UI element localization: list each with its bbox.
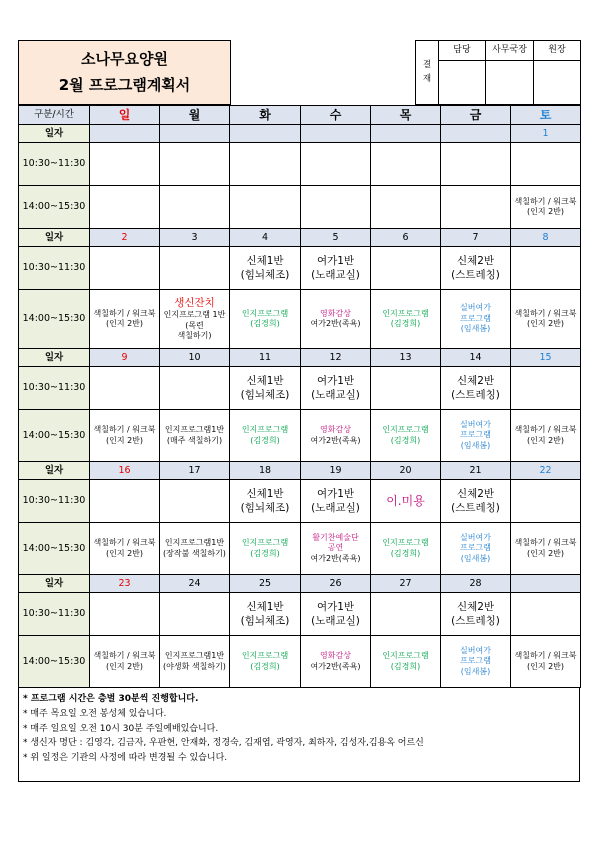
note-line: * 위 일정은 기관의 사정에 따라 변경될 수 있습니다.: [23, 753, 228, 764]
program-text: 인지프로그램: [241, 308, 289, 318]
page-title: [19, 41, 231, 105]
date-cell: 5: [301, 229, 371, 247]
program-text: (야생화 색칠하기): [163, 661, 226, 671]
program-cell[interactable]: [511, 247, 581, 290]
program-text: (김경희): [390, 435, 421, 445]
date-cell: [301, 125, 371, 143]
date-row: [19, 575, 581, 593]
approval-role: 담당: [439, 41, 486, 61]
day-sun: 일: [90, 106, 160, 125]
date-cell: 8: [511, 229, 581, 247]
day-thu: 목: [371, 106, 441, 125]
program-cell[interactable]: [90, 247, 160, 290]
program-text: (스트레칭): [451, 615, 500, 627]
program-cell[interactable]: [160, 367, 230, 410]
date-cell: 13: [371, 349, 441, 367]
program-text: 공연: [327, 543, 344, 553]
schedule-grid: [18, 105, 581, 688]
program-cell[interactable]: [160, 410, 230, 462]
program-text: 영화감상: [320, 425, 351, 435]
date-cell: 19: [301, 462, 371, 480]
program-cell[interactable]: [160, 593, 230, 636]
program-text: (인지 2반): [105, 319, 144, 328]
date-cell: [230, 125, 301, 143]
signature-box[interactable]: [439, 61, 486, 105]
pm-row: [19, 290, 581, 349]
program-text: (김경희): [390, 319, 421, 328]
program-text: 여가1반: [316, 600, 355, 613]
date-cell: 1: [511, 125, 581, 143]
program-cell[interactable]: [371, 247, 441, 290]
program-text: (인지 2반): [526, 661, 565, 671]
program-text: 프로그램: [460, 313, 491, 323]
program-text: (김경희): [250, 548, 280, 558]
program-cell[interactable]: [90, 143, 160, 186]
date-cell: 3: [160, 229, 230, 247]
signature-box[interactable]: [486, 61, 534, 105]
program-cell[interactable]: [230, 143, 301, 186]
program-text: 신체1반: [246, 487, 284, 500]
program-cell[interactable]: [301, 186, 371, 229]
day-tue: 화: [230, 106, 301, 125]
date-cell: 4: [230, 229, 301, 247]
day-fri: 금: [441, 106, 511, 125]
date-row: [19, 125, 581, 143]
program-text: (스트레칭): [451, 269, 500, 281]
program-text: (인지 2반): [526, 207, 565, 216]
time-label-pm: 14:00~15:30: [19, 186, 90, 229]
program-cell[interactable]: [90, 593, 160, 636]
program-text: 여가1반: [316, 374, 355, 387]
program-cell[interactable]: [441, 636, 511, 688]
date-row: [19, 229, 581, 247]
program-text: 신체2반: [456, 254, 495, 267]
approval-label: 결 재: [416, 41, 439, 105]
program-text: 인지프로그램: [241, 425, 289, 435]
time-label-am: 10:30~11:30: [19, 480, 90, 523]
program-cell[interactable]: [301, 143, 371, 186]
approval-role: 사무국장: [486, 41, 534, 61]
program-text: (임새봄): [460, 666, 491, 676]
pm-row: [19, 410, 581, 462]
program-cell[interactable]: [230, 523, 301, 575]
date-cell: 10: [160, 349, 230, 367]
program-cell[interactable]: [90, 636, 160, 688]
program-text: 색칠하기 / 워크북: [93, 651, 156, 661]
program-cell[interactable]: [441, 186, 511, 229]
program-cell[interactable]: [90, 523, 160, 575]
program-cell[interactable]: [301, 410, 371, 462]
date-cell: 20: [371, 462, 441, 480]
date-label: 일자: [19, 125, 90, 143]
program-cell[interactable]: [371, 523, 441, 575]
time-label-pm: 14:00~15:30: [19, 523, 90, 575]
program-cell[interactable]: [160, 186, 230, 229]
program-text: 인지프로그램: [382, 425, 429, 435]
program-text: (힘뇌체조): [240, 502, 290, 514]
date-cell: 24: [160, 575, 230, 593]
program-cell[interactable]: [301, 636, 371, 688]
program-cell[interactable]: [230, 410, 301, 462]
program-cell[interactable]: [160, 143, 230, 186]
program-cell[interactable]: [301, 593, 371, 636]
program-cell[interactable]: [160, 636, 230, 688]
note-line: * 매주 목요일 오전 봉성체 있습니다.: [23, 708, 167, 719]
program-cell[interactable]: [511, 410, 581, 462]
program-text: 실버여가: [460, 419, 491, 429]
program-cell[interactable]: [371, 593, 441, 636]
date-cell: 17: [160, 462, 230, 480]
program-cell[interactable]: [230, 636, 301, 688]
time-label-am: 10:30~11:30: [19, 247, 90, 290]
program-text: (김경희): [250, 319, 280, 328]
program-text: (인지 2반): [105, 548, 144, 558]
program-cell[interactable]: [371, 410, 441, 462]
program-text: 신체2반: [456, 374, 495, 387]
program-text: 실버여가: [460, 303, 491, 313]
date-cell: 2: [90, 229, 160, 247]
date-cell: 28: [441, 575, 511, 593]
program-text: (임새봄): [460, 324, 491, 334]
program-cell[interactable]: [511, 367, 581, 410]
program-text: (임새봄): [460, 553, 491, 563]
date-row: [19, 349, 581, 367]
program-text: (김경희): [250, 435, 280, 445]
program-text: 인지프로그램1반: [164, 425, 225, 435]
program-text: 인지프로그램: [382, 651, 429, 661]
time-label-pm: 14:00~15:30: [19, 290, 90, 349]
date-label: 일자: [19, 575, 90, 593]
program-text: (스트레칭): [451, 502, 500, 514]
program-cell[interactable]: [371, 367, 441, 410]
date-cell: 14: [441, 349, 511, 367]
program-cell[interactable]: [90, 480, 160, 523]
program-text: 영화감상: [320, 308, 351, 318]
date-cell: [90, 125, 160, 143]
gubun-header: 구분/시간: [19, 106, 90, 125]
time-label-am: 10:30~11:30: [19, 143, 90, 186]
date-cell: [371, 125, 441, 143]
program-text: (힘뇌체조): [240, 615, 290, 627]
program-text: (노래교실): [311, 389, 360, 401]
program-cell[interactable]: [230, 186, 301, 229]
time-label-am: 10:30~11:30: [19, 593, 90, 636]
am-row: [19, 367, 581, 410]
program-cell[interactable]: [371, 186, 441, 229]
program-cell[interactable]: [301, 480, 371, 523]
program-text: 인지프로그램1반: [164, 651, 225, 661]
schedule-sheet: [18, 40, 580, 688]
date-cell: 23: [90, 575, 160, 593]
date-cell: 22: [511, 462, 581, 480]
program-text: (김경희): [390, 661, 421, 671]
program-text: 활기찬예술단: [312, 532, 359, 542]
program-cell[interactable]: [511, 593, 581, 636]
program-text: (노래교실): [311, 502, 360, 514]
program-cell[interactable]: [301, 523, 371, 575]
date-label: 일자: [19, 349, 90, 367]
program-cell[interactable]: [511, 186, 581, 229]
program-text: 색칠하기 / 워크북: [514, 196, 577, 206]
program-cell[interactable]: [90, 367, 160, 410]
program-cell[interactable]: [160, 480, 230, 523]
program-text: 여가1반: [316, 254, 355, 267]
program-cell[interactable]: [230, 367, 301, 410]
program-cell[interactable]: [441, 290, 511, 349]
program-cell[interactable]: [371, 143, 441, 186]
program-cell[interactable]: [301, 290, 371, 349]
date-row: [19, 462, 581, 480]
program-text: 색칠하기 / 워크북: [93, 538, 156, 548]
program-cell[interactable]: [441, 247, 511, 290]
program-cell[interactable]: [90, 186, 160, 229]
program-cell[interactable]: [90, 290, 160, 349]
program-text: (인지 2반): [105, 661, 144, 671]
note-line: * 프로그램 시간은 층별 30분씩 진행합니다.: [23, 694, 199, 704]
program-text: (힘뇌체조): [240, 269, 290, 281]
program-text: 여가2반(족욕): [310, 661, 361, 671]
program-text: 이.미용: [386, 493, 425, 508]
program-text: 신체1반: [246, 254, 284, 267]
date-cell: 21: [441, 462, 511, 480]
program-cell[interactable]: [441, 523, 511, 575]
program-cell[interactable]: [90, 410, 160, 462]
time-label-am: 10:30~11:30: [19, 367, 90, 410]
program-text: 인지프로그램: [382, 538, 429, 548]
program-text: 신체2반: [456, 600, 495, 613]
program-text: (스트레칭): [451, 389, 500, 401]
date-cell: 9: [90, 349, 160, 367]
pm-row: [19, 186, 581, 229]
program-cell[interactable]: [301, 247, 371, 290]
program-text: 색칠하기): [177, 331, 212, 341]
am-row: [19, 480, 581, 523]
date-cell: 11: [230, 349, 301, 367]
date-cell: [160, 125, 230, 143]
program-text: 인지프로그램: [241, 651, 289, 661]
am-row: [19, 143, 581, 186]
program-cell[interactable]: [230, 247, 301, 290]
program-text: 프로그램: [460, 430, 491, 440]
program-cell[interactable]: [371, 290, 441, 349]
date-cell: [511, 575, 581, 593]
program-text: 인지프로그램: [241, 538, 289, 548]
program-cell[interactable]: [160, 523, 230, 575]
am-row: [19, 247, 581, 290]
program-text: 색칠하기 / 워크북: [93, 308, 156, 318]
date-cell: 16: [90, 462, 160, 480]
org-name: 소나무요양원: [81, 50, 168, 68]
program-text: 색칠하기 / 워크북: [514, 308, 577, 318]
date-cell: 6: [371, 229, 441, 247]
time-label-pm: 14:00~15:30: [19, 636, 90, 688]
program-text: 여가1반: [316, 487, 355, 500]
plan-title: 2월 프로그램계획서: [58, 75, 191, 94]
program-cell[interactable]: [230, 593, 301, 636]
date-cell: 25: [230, 575, 301, 593]
program-text: (노래교실): [311, 615, 360, 627]
program-cell[interactable]: [441, 367, 511, 410]
date-cell: [441, 125, 511, 143]
pm-row: [19, 523, 581, 575]
program-text: 색칠하기 / 워크북: [514, 425, 577, 435]
program-cell[interactable]: [441, 593, 511, 636]
program-text: 실버여가: [460, 645, 491, 655]
time-label-pm: 14:00~15:30: [19, 410, 90, 462]
program-text: 신체1반: [246, 600, 284, 613]
program-text: 색칠하기 / 워크북: [514, 538, 577, 548]
signature-box[interactable]: [534, 61, 581, 105]
date-cell: 15: [511, 349, 581, 367]
program-text: 여가2반(족욕): [310, 435, 361, 445]
program-text: 색칠하기 / 워크북: [514, 651, 577, 661]
program-text: 실버여가: [460, 532, 491, 542]
program-text: 신체1반: [246, 374, 284, 387]
am-row: [19, 593, 581, 636]
program-text: (힘뇌체조): [240, 389, 290, 401]
program-text: (장작불 색칠하기): [163, 548, 226, 558]
date-label: 일자: [19, 462, 90, 480]
program-text: (임새봄): [460, 440, 491, 450]
program-text: 신체2반: [456, 487, 495, 500]
date-cell: 12: [301, 349, 371, 367]
program-text: (김경희): [250, 661, 280, 671]
program-text: (김경희): [390, 548, 421, 558]
program-cell[interactable]: [301, 367, 371, 410]
note-line: * 매주 일요일 오전 10시 30분 주일예배있습니다.: [23, 723, 219, 734]
date-cell: 18: [230, 462, 301, 480]
program-text: 프로그램: [460, 543, 491, 553]
program-text: 색칠하기 / 워크북: [93, 425, 156, 435]
header-table: [18, 40, 581, 105]
header-gap: [231, 41, 416, 105]
program-text: 생신잔치: [174, 296, 215, 309]
date-label: 일자: [19, 229, 90, 247]
program-cell[interactable]: [511, 636, 581, 688]
program-text: 인지프로그램1반: [164, 538, 225, 548]
program-cell[interactable]: [441, 410, 511, 462]
note-line: * 생신자 명단 : 김영각, 김금자, 우판현, 안재화, 정경숙, 김재엽, 곽영자, 최하자, 김성자,김용옥 어르신: [23, 738, 424, 749]
day-mon: 월: [160, 106, 230, 125]
program-cell[interactable]: [371, 636, 441, 688]
program-cell[interactable]: [441, 480, 511, 523]
program-text: (인지 2반): [526, 319, 565, 328]
approval-role: 원장: [534, 41, 581, 61]
program-text: (인지 2반): [526, 548, 565, 558]
day-sat: 토: [511, 106, 581, 125]
program-text: 여가2반(족욕): [310, 319, 361, 328]
program-cell[interactable]: [160, 290, 230, 349]
date-cell: 7: [441, 229, 511, 247]
date-cell: 26: [301, 575, 371, 593]
program-text: 인지프로그램 1반: [163, 310, 226, 320]
program-cell[interactable]: [511, 480, 581, 523]
program-text: 프로그램: [460, 656, 491, 666]
program-cell[interactable]: [511, 143, 581, 186]
program-cell[interactable]: [441, 143, 511, 186]
program-text: 여가2반(족욕): [310, 553, 361, 563]
program-text: 인지프로그램: [382, 308, 429, 318]
program-text: 영화감상: [320, 651, 351, 661]
program-text: (매주 색칠하기): [166, 435, 223, 445]
program-cell[interactable]: [511, 523, 581, 575]
program-cell[interactable]: [160, 247, 230, 290]
program-text: (노래교실): [311, 269, 360, 281]
program-cell[interactable]: [230, 480, 301, 523]
program-cell[interactable]: [371, 480, 441, 523]
program-cell[interactable]: [230, 290, 301, 349]
program-text: (인지 2반): [526, 435, 565, 445]
day-header-row: [19, 106, 581, 125]
notes-box: [18, 687, 580, 782]
program-text: (목련: [185, 320, 204, 330]
program-cell[interactable]: [511, 290, 581, 349]
pm-row: [19, 636, 581, 688]
program-text: (인지 2반): [105, 435, 144, 445]
day-wed: 수: [301, 106, 371, 125]
date-cell: 27: [371, 575, 441, 593]
